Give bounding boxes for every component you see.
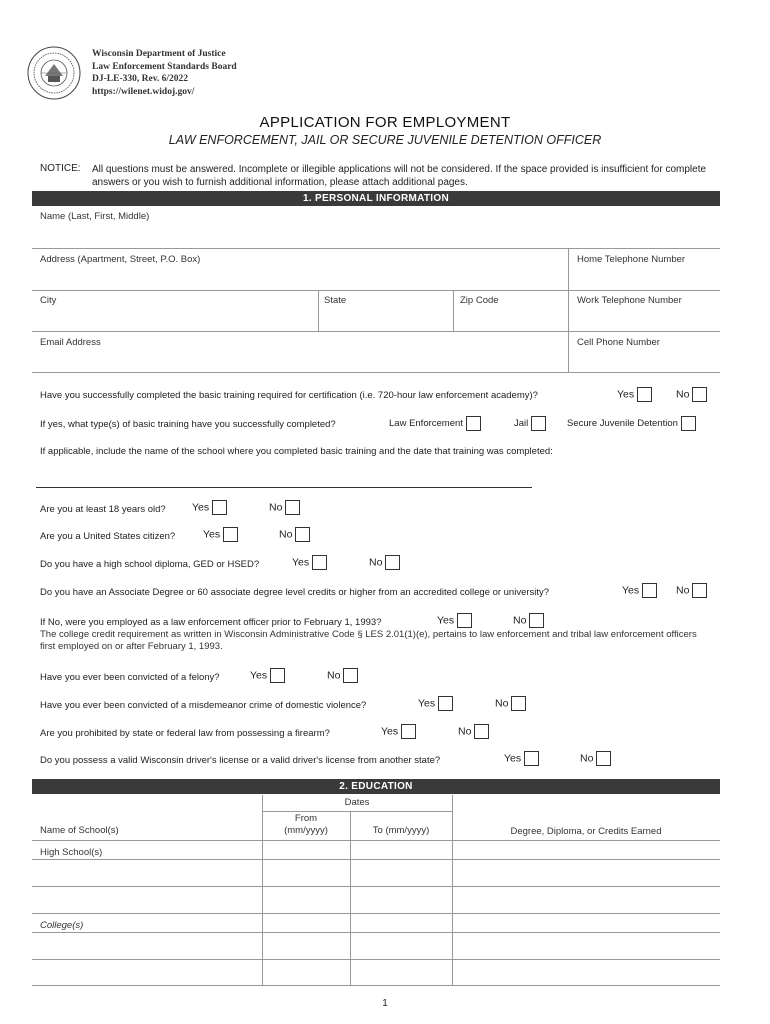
felony-yes-checkbox[interactable] [270,668,285,683]
basic-training-yes-checkbox[interactable] [637,387,652,402]
no-label: No [513,614,527,627]
age-yes-option[interactable] [192,500,227,515]
license-no-checkbox[interactable] [596,751,611,766]
notice-text: All questions must be answered. Incomplete or illegible applications will not be considered. If the space provided is insufficient for complete answers or you wish to furnish additional information, please attach additional pages. [92,164,707,188]
diploma-no-checkbox[interactable] [385,555,400,570]
question-associate: Do you have an Associate Degree or 60 associate degree level credits or higher from an accredited college or university? [40,587,550,598]
agency-header [92,48,237,98]
license-yes-option[interactable] [504,751,539,766]
training-law-enforcement-option[interactable] [389,416,481,431]
section-education-heading: 2. EDUCATION [32,779,720,794]
work-phone-label: Work Telephone Number [577,295,682,306]
citizen-no-option[interactable] [279,527,310,542]
wisconsin-seal-icon [27,46,81,100]
divider [453,290,454,331]
no-label: No [676,584,690,597]
yes-label: Yes [250,669,268,682]
question-felony: Have you ever been convicted of a felony? [40,672,220,683]
yes-label: Yes [418,697,436,710]
question-diploma: Do you have a high school diploma, GED or HSED? [40,559,260,570]
misdemeanor-no-option[interactable] [495,696,526,711]
yes-label: Yes [622,584,640,597]
college-from-field[interactable] [264,961,348,983]
board-name: Law Enforcement Standards Board [92,61,237,72]
firearm-no-checkbox[interactable] [474,724,489,739]
high-school-from-field[interactable] [264,888,348,912]
divider [262,811,452,812]
law-enforcement-checkbox[interactable] [466,416,481,431]
felony-yes-option[interactable] [250,668,285,683]
yes-label: Yes [381,725,399,738]
no-label: No [269,501,283,514]
dates-header: Dates [344,797,370,808]
yes-label: Yes [203,528,221,541]
college-to-field[interactable] [352,961,450,983]
college-degree-field[interactable] [454,961,718,983]
zip-field[interactable] [457,307,565,329]
divider [32,840,720,841]
divider [32,290,720,291]
question-firearm: Are you prohibited by state or federal law from possessing a firearm? [40,728,330,739]
training-sjd-option[interactable] [567,416,696,431]
cell-phone-field[interactable] [572,349,716,371]
age-no-option[interactable] [269,500,300,515]
yes-label: Yes [617,388,635,401]
associate-no-checkbox[interactable] [692,583,707,598]
notice-label: NOTICE: [40,163,81,174]
divider [568,248,569,372]
college-credit-note: The college credit requirement as written in Wisconsin Administrative Code § LES 2.01(1)(e), pertains to law enforcement and tribal law enforcement officers first employed on or after February 1, 1993. [40,629,697,652]
city-field[interactable] [36,307,314,329]
college-degree-field[interactable] [454,934,718,958]
divider [32,886,720,887]
school-name-field[interactable] [36,466,532,486]
college-name-field[interactable] [34,934,260,958]
training-jail-option[interactable] [514,416,546,431]
question-employed-1993: If No, were you employed as a law enforcement officer prior to February 1, 1993? [40,617,382,628]
secure-juvenile-detention-label: Secure Juvenile Detention [567,418,678,429]
misdemeanor-yes-option[interactable] [418,696,453,711]
no-label: No [327,669,341,682]
associate-yes-option[interactable] [622,583,657,598]
no-label: No [676,388,690,401]
college-from-field[interactable] [264,934,348,958]
associate-yes-checkbox[interactable] [642,583,657,598]
divider [32,372,720,373]
high-school-degree-field[interactable] [454,861,718,885]
no-label: No [495,697,509,710]
high-school-name-field[interactable] [34,861,260,885]
name-label: Name (Last, First, Middle) [40,211,150,222]
question-school-name: If applicable, include the name of the school where you completed basic training and the date that training was completed: [40,446,553,457]
firearm-yes-checkbox[interactable] [401,724,416,739]
divider [318,290,319,331]
yes-label: Yes [292,556,310,569]
divider [452,795,453,985]
from-header: From [294,813,318,824]
age-yes-checkbox[interactable] [212,500,227,515]
no-label: No [580,752,594,765]
high-school-to-field[interactable] [352,888,450,912]
divider [32,331,720,332]
question-citizen: Are you a United States citizen? [40,531,176,542]
college-label: College(s) [40,920,84,931]
law-enforcement-label: Law Enforcement [389,418,463,429]
basic-training-no-checkbox[interactable] [692,387,707,402]
college-to-field[interactable] [352,934,450,958]
school-name-header: Name of School(s) [40,825,119,836]
jail-label: Jail [514,418,529,429]
question-license: Do you possess a valid Wisconsin driver's license or a valid driver's license from another state? [40,755,441,766]
employed-yes-checkbox[interactable] [457,613,472,628]
email-label: Email Address [40,337,101,348]
home-phone-label: Home Telephone Number [577,254,686,265]
no-label: No [458,725,472,738]
divider [32,913,720,914]
address-field[interactable] [36,266,564,288]
address-label: Address (Apartment, Street, P.O. Box) [40,254,201,265]
citizen-yes-checkbox[interactable] [223,527,238,542]
page-number: 1 [382,998,388,1009]
name-field[interactable] [36,222,716,246]
yes-label: Yes [504,752,522,765]
divider [32,859,720,860]
misdemeanor-no-checkbox[interactable] [511,696,526,711]
age-no-checkbox[interactable] [285,500,300,515]
college-name-field[interactable] [34,961,260,983]
license-yes-checkbox[interactable] [524,751,539,766]
divider [32,985,720,986]
diploma-yes-option[interactable] [292,555,327,570]
city-label: City [40,295,57,306]
high-school-to-field[interactable] [352,861,450,885]
cell-phone-label: Cell Phone Number [577,337,660,348]
high-school-name-field[interactable] [34,888,260,912]
basic-training-no-option[interactable] [676,387,707,402]
question-basic-training: Have you successfully completed the basic training required for certification (i.e. 720-hour law enforcement academy)? [40,390,538,401]
high-school-from-field[interactable] [264,861,348,885]
degree-header: Degree, Diploma, or Credits Earned [510,826,662,837]
work-phone-field[interactable] [572,307,716,329]
divider [32,959,720,960]
state-label: State [324,295,347,306]
citizen-no-checkbox[interactable] [295,527,310,542]
state-field[interactable] [322,307,450,329]
agency-name: Wisconsin Department of Justice [92,49,226,59]
citizen-yes-option[interactable] [203,527,238,542]
page-title: APPLICATION FOR EMPLOYMENT [259,114,511,131]
agency-url[interactable]: https://wilenet.widoj.gov/ [92,86,195,97]
employed-yes-option[interactable] [437,613,472,628]
high-school-label: High School(s) [40,847,103,858]
misdemeanor-yes-checkbox[interactable] [438,696,453,711]
school-name-underline [36,487,532,488]
employed-no-checkbox[interactable] [529,613,544,628]
diploma-no-option[interactable] [369,555,400,570]
firearm-yes-option[interactable] [381,724,416,739]
question-training-type: If yes, what type(s) of basic training have you successfully completed? [40,419,336,430]
felony-no-checkbox[interactable] [343,668,358,683]
yes-label: Yes [192,501,210,514]
jail-checkbox[interactable] [531,416,546,431]
question-age-18: Are you at least 18 years old? [40,504,166,515]
secure-juvenile-detention-checkbox[interactable] [681,416,696,431]
employed-no-option[interactable] [513,613,544,628]
home-phone-field[interactable] [572,266,716,288]
section-personal-info-heading: 1. PERSONAL INFORMATION [32,191,720,206]
divider [32,248,720,249]
associate-no-option[interactable] [676,583,707,598]
page-subtitle: LAW ENFORCEMENT, JAIL OR SECURE JUVENILE DETENTION OFFICER [168,133,602,147]
yes-label: Yes [437,614,455,627]
form-id: DJ-LE-330, Rev. 6/2022 [92,74,189,85]
question-misdemeanor: Have you ever been convicted of a misdemeanor crime of domestic violence? [40,700,367,711]
from-format-header: (mm/yyyy) [284,825,328,836]
diploma-yes-checkbox[interactable] [312,555,327,570]
to-header: To (mm/yyyy) [372,825,430,836]
no-label: No [279,528,293,541]
divider [32,932,720,933]
basic-training-yes-option[interactable] [617,387,652,402]
firearm-no-option[interactable] [458,724,489,739]
no-label: No [369,556,383,569]
license-no-option[interactable] [580,751,611,766]
zip-label: Zip Code [460,295,499,306]
high-school-degree-field[interactable] [454,888,718,912]
felony-no-option[interactable] [327,668,358,683]
email-field[interactable] [36,349,564,371]
